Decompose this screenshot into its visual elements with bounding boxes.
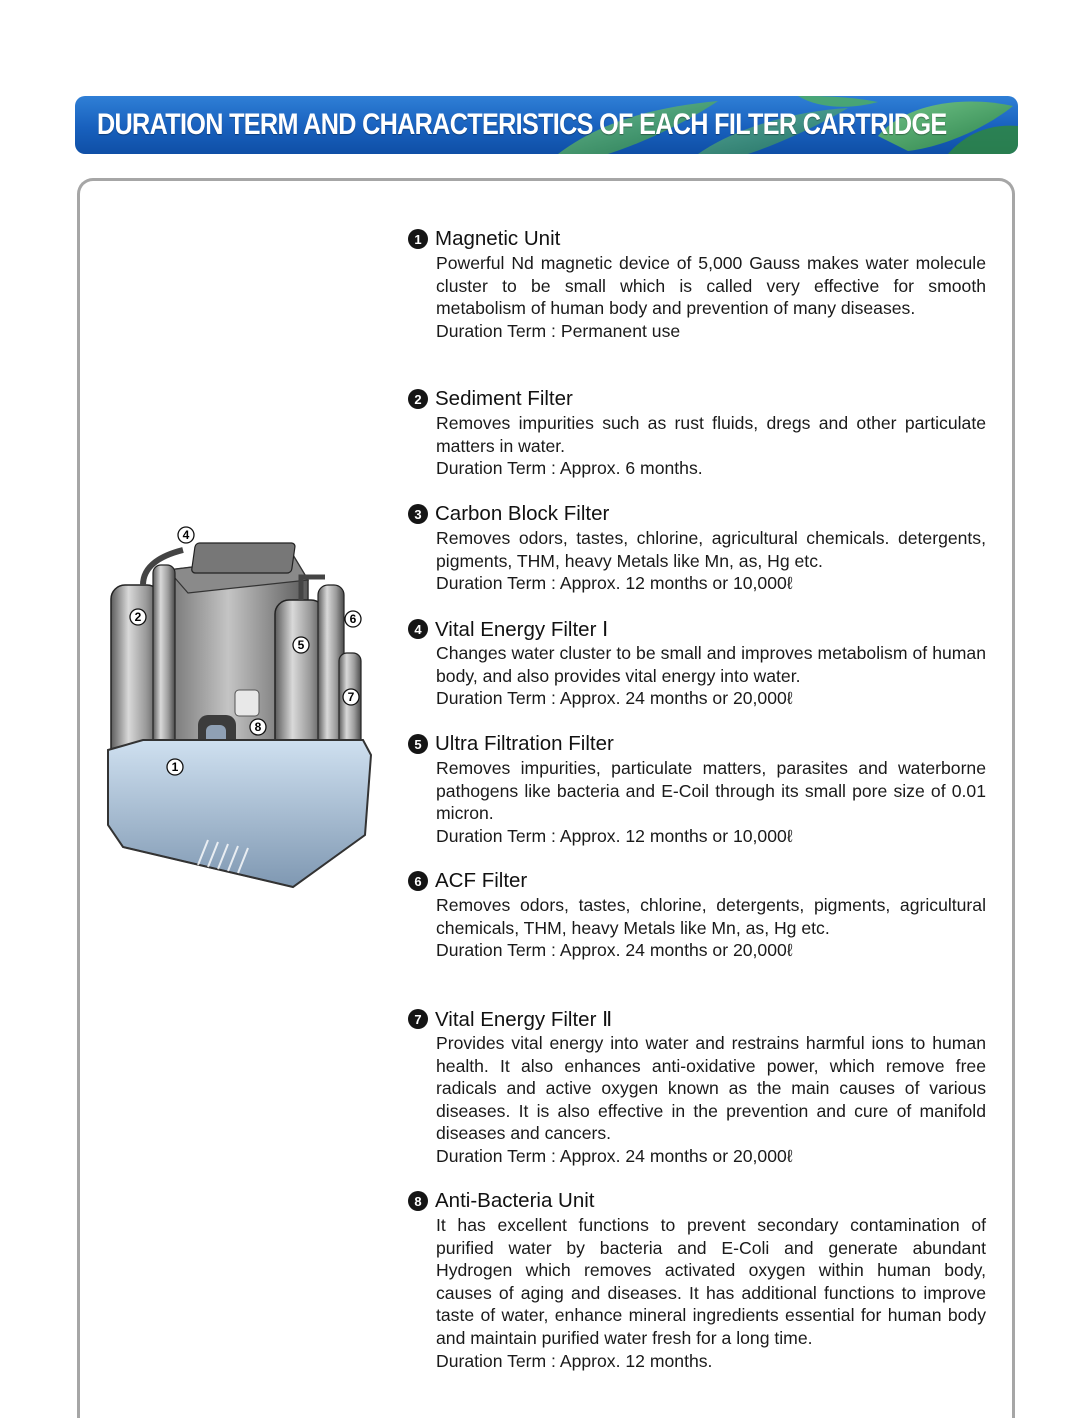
svg-text:8: 8 (254, 720, 262, 734)
item-title: Magnetic Unit (435, 227, 561, 250)
item-duration: Duration Term : Approx. 12 months or 10,000ℓ (436, 573, 793, 594)
callout-8 (250, 719, 266, 735)
list-item-vital-energy-filter-2 (408, 1006, 986, 1168)
item-duration: Duration Term : Approx. 12 months or 10,000ℓ (436, 825, 793, 846)
list-item-vital-energy-filter-1 (408, 616, 986, 710)
item-title: Ultra Filtration Filter (435, 732, 614, 755)
item-description: Removes odors, tastes, chlorine, agricultural chemicals. detergents, pigments, THM, heavy Metals like Mn, as, Hg etc. (436, 528, 986, 571)
number-6-icon: 6 (408, 871, 428, 891)
svg-text:1: 1 (171, 760, 179, 774)
number-7-icon: 7 (408, 1009, 428, 1029)
item-duration: Duration Term : Approx. 24 months or 20,000ℓ (436, 688, 793, 709)
water-purifier-illustration (103, 525, 373, 890)
item-title: Vital Energy Filter Ⅱ (435, 1007, 613, 1031)
item-title: Carbon Block Filter (435, 502, 610, 525)
callout-6 (345, 611, 361, 627)
list-item-anti-bacteria-unit (408, 1188, 986, 1372)
number-5-icon: 5 (408, 734, 428, 754)
svg-text:7: 7 (347, 690, 355, 704)
list-item-sediment-filter (408, 386, 986, 480)
item-description: Changes water cluster to be small and improves metabolism of human body, and also provides vital energy into water. (436, 643, 986, 686)
item-title: Sediment Filter (435, 387, 573, 410)
number-8-icon: 8 (408, 1191, 428, 1211)
svg-text:6: 6 (349, 612, 357, 626)
list-item-ultra-filtration-filter (408, 731, 986, 847)
item-description: Provides vital energy into water and restrains harmful ions to human health. It also enhances anti-oxidative power, which remove free radicals and active oxygen known as the main causes of various diseases. It is also effective in the prevention and cure of manifold diseases and cancers. (436, 1033, 986, 1144)
callout-7 (343, 689, 359, 705)
banner-title: DURATION TERM AND CHARACTERISTICS OF EACH FILTER CARTRIDGE (97, 108, 947, 141)
item-description: Powerful Nd magnetic device of 5,000 Gauss makes water molecule cluster to be small which is called very effective for smooth metabolism of human body and prevention of many diseases. (436, 253, 986, 319)
item-title: ACF Filter (435, 869, 528, 892)
number-4-icon: 4 (408, 619, 428, 639)
item-description: Removes impurities, particulate matters, parasites and waterborne pathogens like bacteria and E-Coil through its small pore size of 0.01 micron. (436, 758, 986, 824)
item-description: It has excellent functions to prevent secondary contamination of purified water by bacteria and E-Coli and generate abundant Hydrogen which removes activated oxygen within human body, causes of aging and diseases. It has additional functions to improve taste of water, enhance mineral ingredients essential for human body and maintain purified water fresh for a long time. (436, 1215, 986, 1348)
item-description: Removes impurities such as rust fluids, dregs and other particulate matters in water. (436, 413, 986, 456)
title-banner (75, 96, 1018, 154)
number-1-icon: 1 (408, 229, 428, 249)
svg-text:5: 5 (297, 638, 305, 652)
item-duration: Duration Term : Approx. 24 months or 20,000ℓ (436, 940, 793, 961)
item-description: Removes odors, tastes, chlorine, detergents, pigments, agricultural chemicals, THM, heavy Metals like Mn, as, Hg etc. (436, 895, 986, 938)
item-duration: Duration Term : Approx. 6 months. (436, 458, 703, 479)
item-duration: Duration Term : Approx. 12 months. (436, 1350, 713, 1371)
list-item-magnetic-unit (408, 226, 986, 342)
item-title: Vital Energy Filter Ⅰ (435, 617, 609, 641)
number-2-icon: 2 (408, 389, 428, 409)
item-duration: Duration Term : Approx. 24 months or 20,000ℓ (436, 1145, 793, 1166)
callout-1 (167, 759, 183, 775)
callout-2 (130, 609, 146, 625)
svg-text:2: 2 (134, 610, 142, 624)
item-title: Anti-Bacteria Unit (435, 1189, 595, 1212)
item-duration: Duration Term : Permanent use (436, 320, 681, 341)
list-item-carbon-block-filter (408, 501, 986, 595)
callout-5 (293, 637, 309, 653)
callout-4 (178, 527, 194, 543)
svg-text:4: 4 (182, 528, 190, 542)
number-3-icon: 3 (408, 504, 428, 524)
list-item-acf-filter (408, 868, 986, 962)
